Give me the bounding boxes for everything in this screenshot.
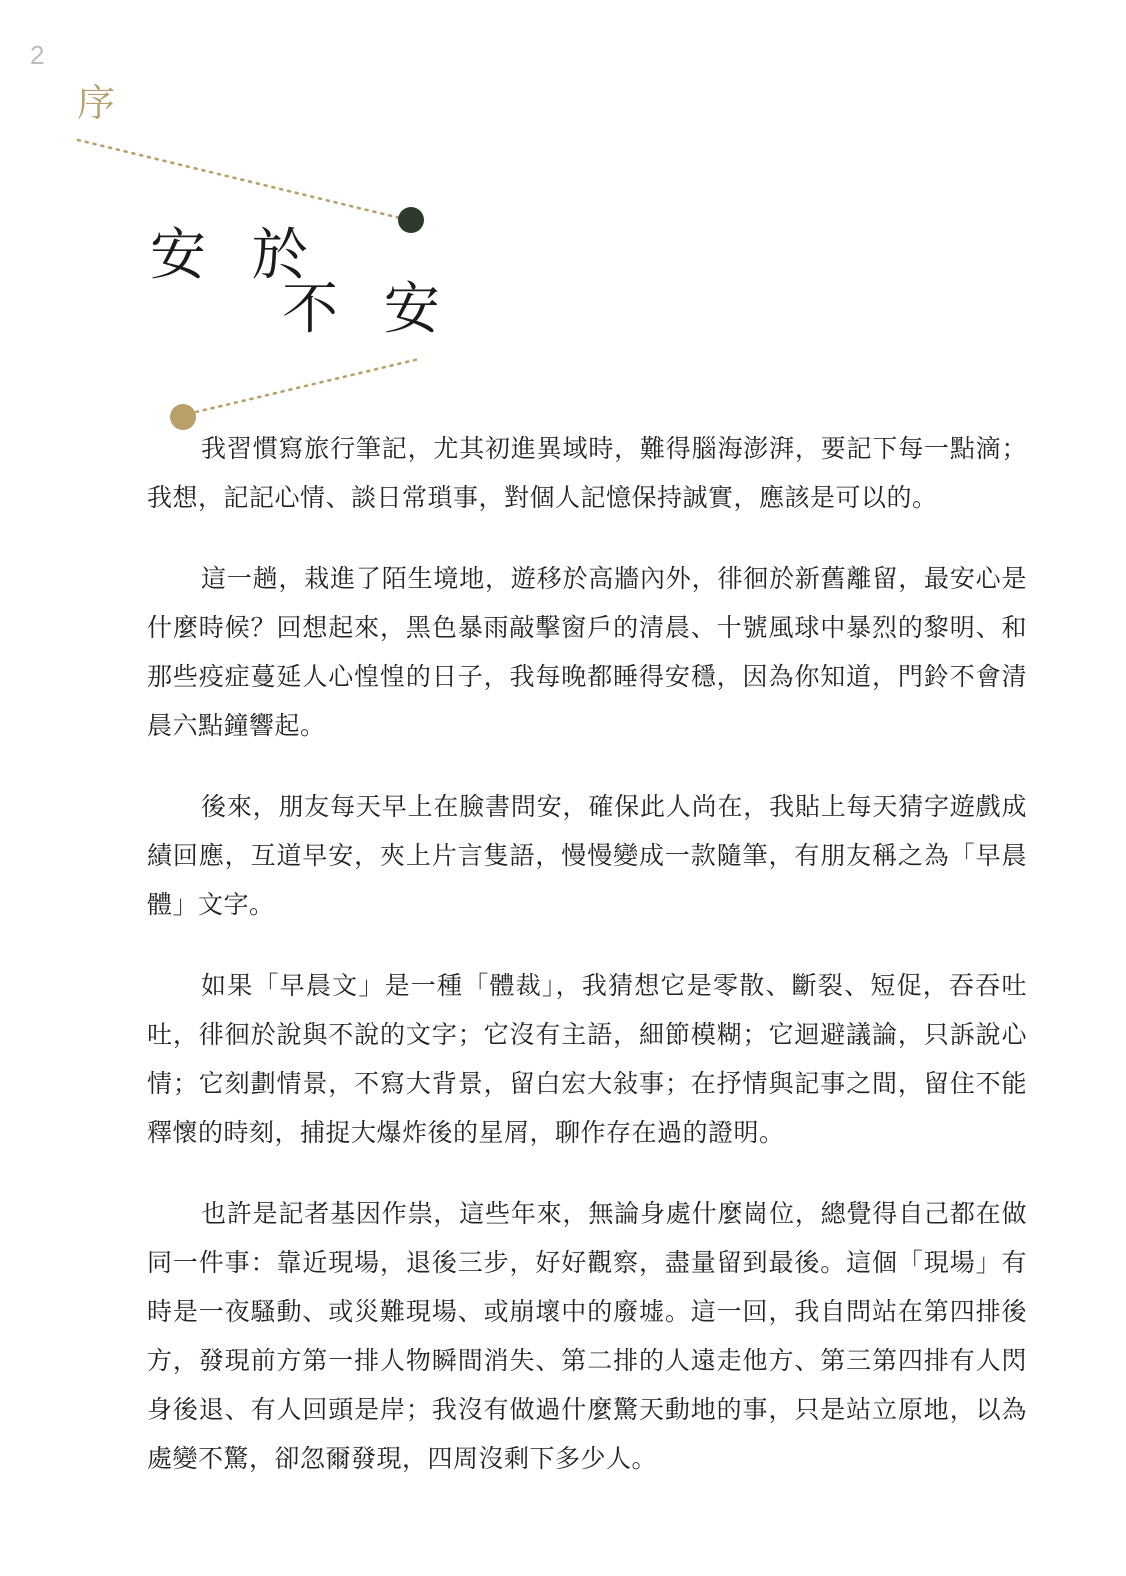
chapter-title-line-1: 安 於 [150, 223, 322, 288]
paragraph: 後來，朋友每天早上在臉書問安，確保此人尚在，我貼上每天猜字遊戲成績回應，互道早安，夾上片言隻語，慢慢變成一款隨筆，有朋友稱之為「早晨體」文字。 [147, 792, 1027, 919]
page-number: 2 [30, 40, 46, 70]
upper-dotted-line [78, 140, 400, 218]
paragraph: 這一趟，栽進了陌生境地，遊移於高牆內外，徘徊於新舊離留，最安心是什麼時候？回想起來，黑色暴雨敲擊窗戶的清晨、十號風球中暴烈的黎明、和那些疫症蔓延人心惶惶的日子，我每晚都睡得安穩，因為你知道，門鈴不會清晨六點鐘響起。 [147, 564, 1027, 740]
paragraph: 我習慣寫旅行筆記，尤其初進異域時，難得腦海澎湃，要記下每一點滴；我想，記記心情、談日常瑣事，對個人記憶保持誠實，應該是可以的。 [147, 434, 1027, 512]
paragraph: 也許是記者基因作祟，這些年來，無論身處什麼崗位，總覺得自己都在做同一件事：靠近現場，退後三步，好好觀察，盡量留到最後。這個「現場」有時是一夜騷動、或災難現場、或崩壞中的廢墟。這一回，我自問站在第四排後方，發現前方第一排人物瞬間消失、第二排的人遠走他方、第三第四排有人閃身後退、有人回頭是岸；我沒有做過什麼驚天動地的事，只是站立原地，以為處變不驚，卻忽爾發現，四周沒剩下多少人。 [147, 1199, 1027, 1473]
lower-dotted-line [196, 359, 419, 412]
paragraph: 如果「早晨文」是一種「體裁」，我猜想它是零散、斷裂、短促，吞吞吐吐，徘徊於說與不說的文字；它沒有主語，細節模糊；它迴避議論，只訴說心情；它刻劃情景，不寫大背景，留白宏大敍事；在抒情與記事之間，留住不能釋懷的時刻，捕捉大爆炸後的星屑，聊作存在過的證明。 [147, 971, 1027, 1147]
dark-dot [398, 207, 424, 233]
chapter-title-line-2: 不 安 [282, 277, 454, 342]
section-label: 序 [77, 81, 116, 125]
body-text [147, 424, 1027, 1515]
